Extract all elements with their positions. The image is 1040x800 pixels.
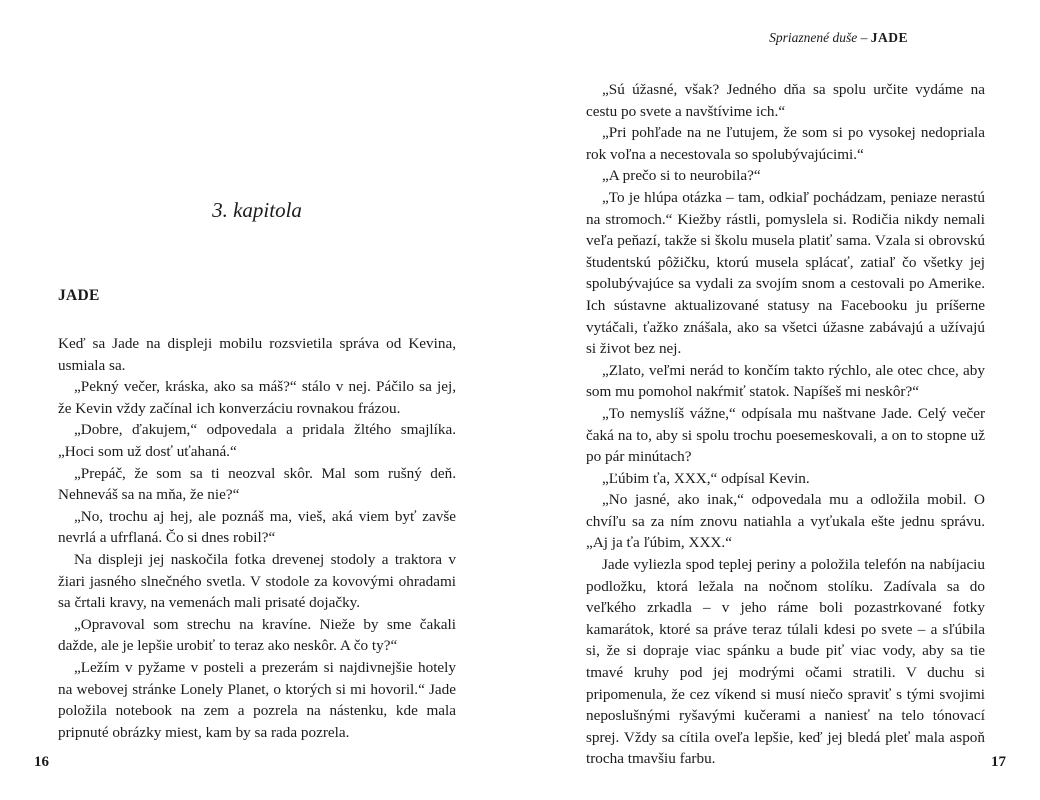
paragraph: „To je hlúpa otázka – tam, odkiaľ pochádzam, peniaze nerastú na stromoch.“ Kiežby rástli, pomyslela si. Rodičia nikdy nemali veľa peňazí, takže si školu musela platiť sama. Vzala si obrovskú študentskú pôžičku, ktorú musela splácať, zatiaľ čo všetky jej spolubývajúce sa vydali za svojím snom a cestovali po Amerike. Ich sústavne aktualizované statusy na Facebooku ju príšerne vytáčali, ťažko znášala, ako sa všetci úžasne zabávajú a užívajú si život bez nej. [586,188,985,358]
paragraph: „Ležím v pyžame v posteli a prezerám si najdivnejšie hotely na webovej stránke Lonely Planet, o ktorých si mi hovoril.“ Jade položila notebook na zem a pozrela na nástenku, kde mala pripnuté obrázky miest, kam by sa rada pozrela. [58,658,456,741]
running-head-name: JADE [870,30,908,45]
paragraph: „No, trochu aj hej, ale poznáš ma, vieš, aká viem byť zavše nevrlá a ufrflaná. Čo si dnes robil?“ [58,507,456,547]
paragraph: „To nemyslíš vážne,“ odpísala mu naštvane Jade. Celý večer čaká na to, aby si spolu trochu poesemeskovali, a on to stopne už po pár minútach? [586,404,985,466]
paragraph: „Sú úžasné, však? Jedného dňa sa spolu určite vydáme na cestu po svete a navštívime ich.“ [586,81,985,120]
left-body-text [58,333,456,743]
paragraph: Na displeji jej naskočila fotka drevenej stodoly a traktora v žiari jasného slnečného svetla. V stodole za kovovými ohradami sa črtali kravy, na vemenách mali prisaté dojačky. [58,550,456,612]
page-number-right: 17 [991,754,1006,770]
right-page [520,0,1040,800]
running-head-title: Spriaznené duše [769,30,858,45]
running-head [769,30,908,46]
paragraph: „Prepáč, že som sa ti neozval skôr. Mal som rušný deň. Nehneváš sa na mňa, že nie?“ [58,464,456,504]
paragraph: Jade vyliezla spod teplej periny a položila telefón na nabíjaciu podložku, ktorá ležala na nočnom stolíku. Zadívala sa do veľkého zrkadla – v jeho ráme boli pozastrkované fotky kamarátok, ktoré sa práve teraz túlali kdesi po svete – a sľúbila si, že si dopraje viac spánku a bude piť viac vody, aby sa tie tmavé kruhy pod jej modrými očami stratili. V duchu si pripomenula, že cez víkend si musí niečo spraviť s tými svojimi neposlušnými ryšavými kučerami a naniesť na telo tónovací sprej. Vždy sa cítila oveľa lepšie, keď jej bledá pleť mala aspoň trocha tmavšiu farbu. [586,556,985,768]
right-body-text [586,79,985,770]
paragraph: „Pri pohľade na ne ľutujem, že som si po vysokej nedopriala rok voľna a necestovala so spolubývajúcimi.“ [586,124,985,163]
paragraph: „Ľúbim ťa, XXX,“ odpísal Kevin. [602,469,810,487]
paragraph: Keď sa Jade na displeji mobilu rozsvietila správa od Kevina, usmiala sa. [58,335,456,374]
chapter-title: 3. kapitola [212,198,302,222]
paragraph: „Zlato, veľmi nerád to končím takto rýchlo, ale otec chce, aby som mu pomohol nakŕmiť statok. Napíšeš mi neskôr?“ [586,361,985,401]
paragraph: „Pekný večer, kráska, ako sa máš?“ stálo v nej. Páčilo sa jej, že Kevin vždy začínal ich konverzáciu rovnakou frázou. [58,378,456,417]
paragraph: „Dobre, ďakujem,“ odpovedala a pridala žltého smajlíka. „Hoci som už dosť uťahaná.“ [58,421,456,460]
running-head-separator: – [857,30,871,45]
paragraph: „A prečo si to neurobila?“ [602,167,761,185]
paragraph: „No jasné, ako inak,“ odpovedala mu a odložila mobil. O chvíľu sa za ním znovu natiahla a vyťukala ešte jednu správu. „Aj ja ťa ľúbim, XXX.“ [586,491,985,552]
paragraph: „Opravoval som strechu na kravíne. Nieže by sme čakali dažde, ale je lepšie urobiť to teraz ako neskôr. A čo ty?“ [58,615,456,655]
section-heading: JADE [58,287,100,304]
page-number-left: 16 [34,754,49,770]
